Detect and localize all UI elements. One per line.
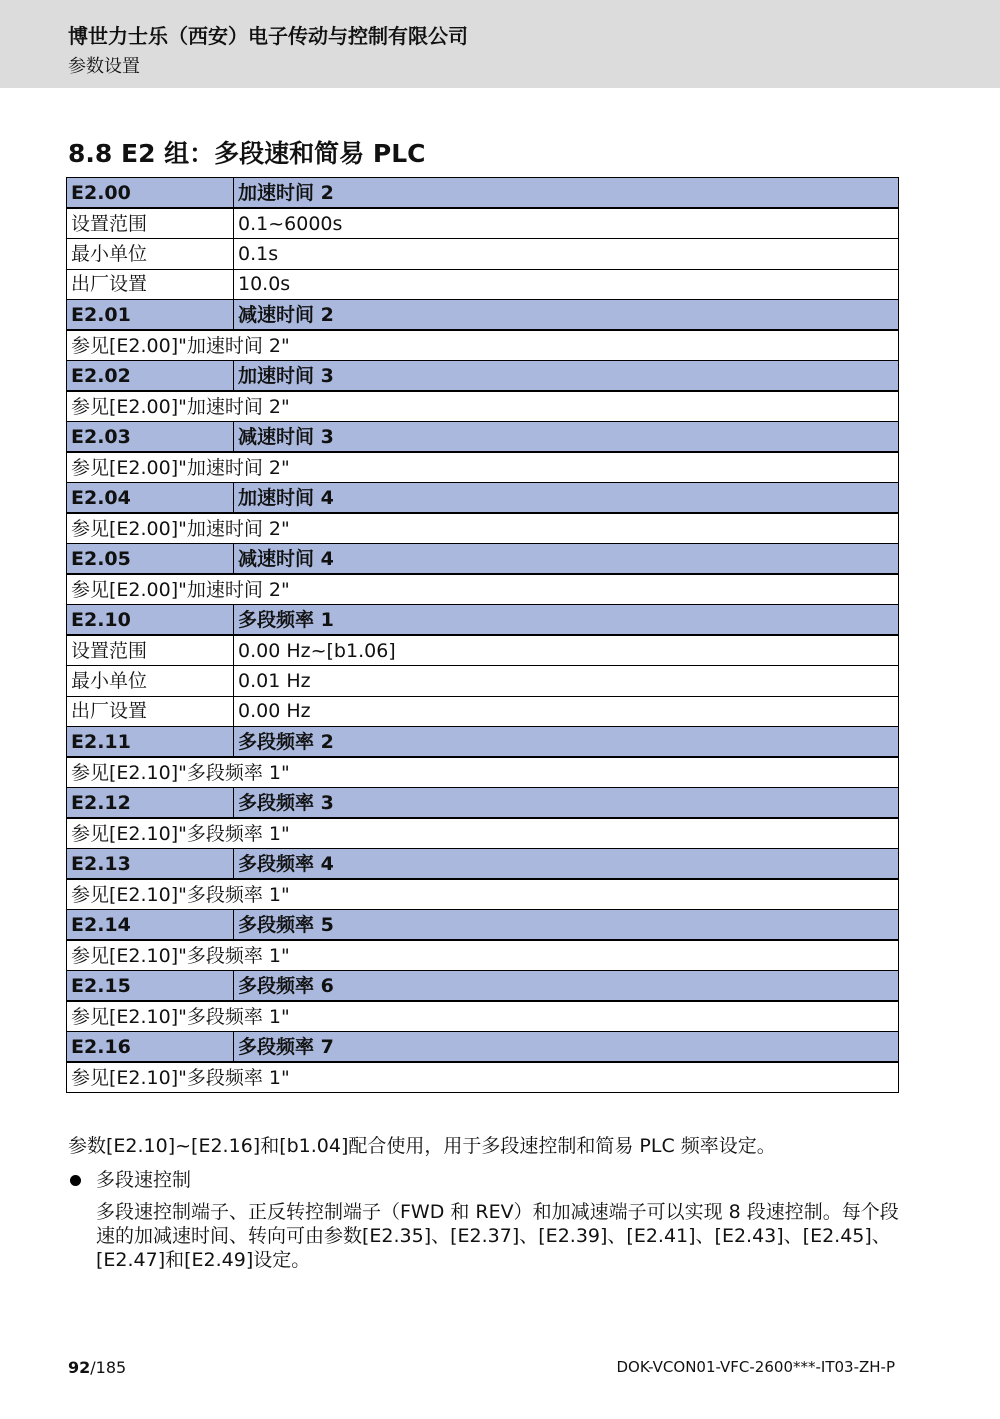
parameter-note: 参见[E2.00]"加速时间 2" xyxy=(67,330,899,361)
parameter-note: 参见[E2.00]"加速时间 2" xyxy=(67,452,899,483)
parameter-header-row xyxy=(67,422,899,453)
property-value: 0.01 Hz xyxy=(234,666,899,697)
parameter-note: 参见[E2.10]"多段频率 1" xyxy=(67,940,899,971)
parameter-name: 加速时间 3 xyxy=(234,361,899,392)
parameter-property-row xyxy=(67,239,899,270)
parameter-header-row xyxy=(67,178,899,209)
parameter-note-row xyxy=(67,757,899,788)
parameter-code: E2.03 xyxy=(67,422,234,453)
parameter-name: 多段频率 6 xyxy=(234,971,899,1002)
parameter-code: E2.14 xyxy=(67,910,234,941)
parameter-note: 参见[E2.00]"加速时间 2" xyxy=(67,391,899,422)
chapter-subtitle: 参数设置 xyxy=(68,56,140,77)
property-label: 设置范围 xyxy=(67,208,234,239)
parameter-code: E2.13 xyxy=(67,849,234,880)
parameter-note-row xyxy=(67,513,899,544)
parameter-note-row xyxy=(67,330,899,361)
parameter-name: 多段频率 5 xyxy=(234,910,899,941)
parameter-name: 多段频率 4 xyxy=(234,849,899,880)
page-number xyxy=(68,1358,126,1377)
parameter-property-row xyxy=(67,666,899,697)
parameter-note-row xyxy=(67,574,899,605)
property-label: 最小单位 xyxy=(67,239,234,270)
parameter-code: E2.01 xyxy=(67,300,234,331)
property-label: 出厂设置 xyxy=(67,696,234,727)
parameter-note-row xyxy=(67,940,899,971)
parameter-note: 参见[E2.00]"加速时间 2" xyxy=(67,513,899,544)
parameter-name: 多段频率 2 xyxy=(234,727,899,758)
parameter-code: E2.05 xyxy=(67,544,234,575)
parameter-header-row xyxy=(67,361,899,392)
bullet-dot-icon xyxy=(70,1175,81,1186)
parameter-code: E2.12 xyxy=(67,788,234,819)
parameter-note: 参见[E2.00]"加速时间 2" xyxy=(67,574,899,605)
parameter-header-row xyxy=(67,544,899,575)
parameter-note-row xyxy=(67,1001,899,1032)
notes-section xyxy=(68,1134,908,1272)
parameter-note: 参见[E2.10]"多段频率 1" xyxy=(67,1062,899,1093)
parameter-property-row xyxy=(67,696,899,727)
usage-paragraph: 参数[E2.10]~[E2.16]和[b1.04]配合使用，用于多段速控制和简易 PLC 频率设定。 xyxy=(68,1135,776,1157)
parameter-note: 参见[E2.10]"多段频率 1" xyxy=(67,818,899,849)
parameter-code: E2.11 xyxy=(67,727,234,758)
parameter-note: 参见[E2.10]"多段频率 1" xyxy=(67,1001,899,1032)
parameter-name: 多段频率 7 xyxy=(234,1032,899,1063)
parameter-code: E2.10 xyxy=(67,605,234,636)
parameter-name: 减速时间 2 xyxy=(234,300,899,331)
parameter-code: E2.02 xyxy=(67,361,234,392)
parameter-code: E2.15 xyxy=(67,971,234,1002)
document-id: DOK-VCON01-VFC-2600***-IT03-ZH-P xyxy=(616,1358,895,1376)
parameter-property-row xyxy=(67,208,899,239)
property-label: 出厂设置 xyxy=(67,269,234,300)
parameter-table xyxy=(66,177,899,1093)
parameter-code: E2.00 xyxy=(67,178,234,209)
parameter-note: 参见[E2.10]"多段频率 1" xyxy=(67,879,899,910)
bullet-item xyxy=(68,1168,908,1192)
parameter-name: 加速时间 2 xyxy=(234,178,899,209)
property-value: 0.1s xyxy=(234,239,899,270)
page-header xyxy=(0,0,1000,88)
parameter-header-row xyxy=(67,849,899,880)
parameter-code: E2.16 xyxy=(67,1032,234,1063)
parameter-note-row xyxy=(67,879,899,910)
parameter-header-row xyxy=(67,727,899,758)
parameter-header-row xyxy=(67,971,899,1002)
property-value: 0.00 Hz xyxy=(234,696,899,727)
parameter-name: 加速时间 4 xyxy=(234,483,899,514)
parameter-name: 减速时间 3 xyxy=(234,422,899,453)
parameter-note-row xyxy=(67,391,899,422)
page-total: /185 xyxy=(90,1358,127,1377)
parameter-header-row xyxy=(67,788,899,819)
property-value: 0.1~6000s xyxy=(234,208,899,239)
property-label: 设置范围 xyxy=(67,635,234,666)
property-value: 0.00 Hz~[b1.06] xyxy=(234,635,899,666)
parameter-table-body xyxy=(67,178,899,1093)
parameter-note: 参见[E2.10]"多段频率 1" xyxy=(67,757,899,788)
parameter-header-row xyxy=(67,910,899,941)
bullet-label: 多段速控制 xyxy=(96,1169,192,1191)
parameter-property-row xyxy=(67,269,899,300)
parameter-header-row xyxy=(67,300,899,331)
property-label: 最小单位 xyxy=(67,666,234,697)
section-title: 8.8 E2 组：多段速和简易 PLC xyxy=(68,139,426,168)
parameter-code: E2.04 xyxy=(67,483,234,514)
property-value: 10.0s xyxy=(234,269,899,300)
parameter-header-row xyxy=(67,1032,899,1063)
parameter-note-row xyxy=(67,818,899,849)
parameter-header-row xyxy=(67,483,899,514)
parameter-header-row xyxy=(67,605,899,636)
parameter-note-row xyxy=(67,1062,899,1093)
parameter-name: 减速时间 4 xyxy=(234,544,899,575)
page-current: 92 xyxy=(68,1358,91,1377)
company-name: 博世力士乐（西安）电子传动与控制有限公司 xyxy=(68,24,468,48)
parameter-note-row xyxy=(67,452,899,483)
parameter-name: 多段频率 1 xyxy=(234,605,899,636)
parameter-property-row xyxy=(67,635,899,666)
bullet-body: 多段速控制端子、正反转控制端子（FWD 和 REV）和加减速端子可以实现 8 段速控制。每个段速的加减速时间、转向可由参数[E2.35]、[E2.37]、[E2.39]、[E2.41]、[E2.43]、[E2.45]、[E2.47]和[E2.49]设定。 xyxy=(96,1201,899,1271)
parameter-name: 多段频率 3 xyxy=(234,788,899,819)
